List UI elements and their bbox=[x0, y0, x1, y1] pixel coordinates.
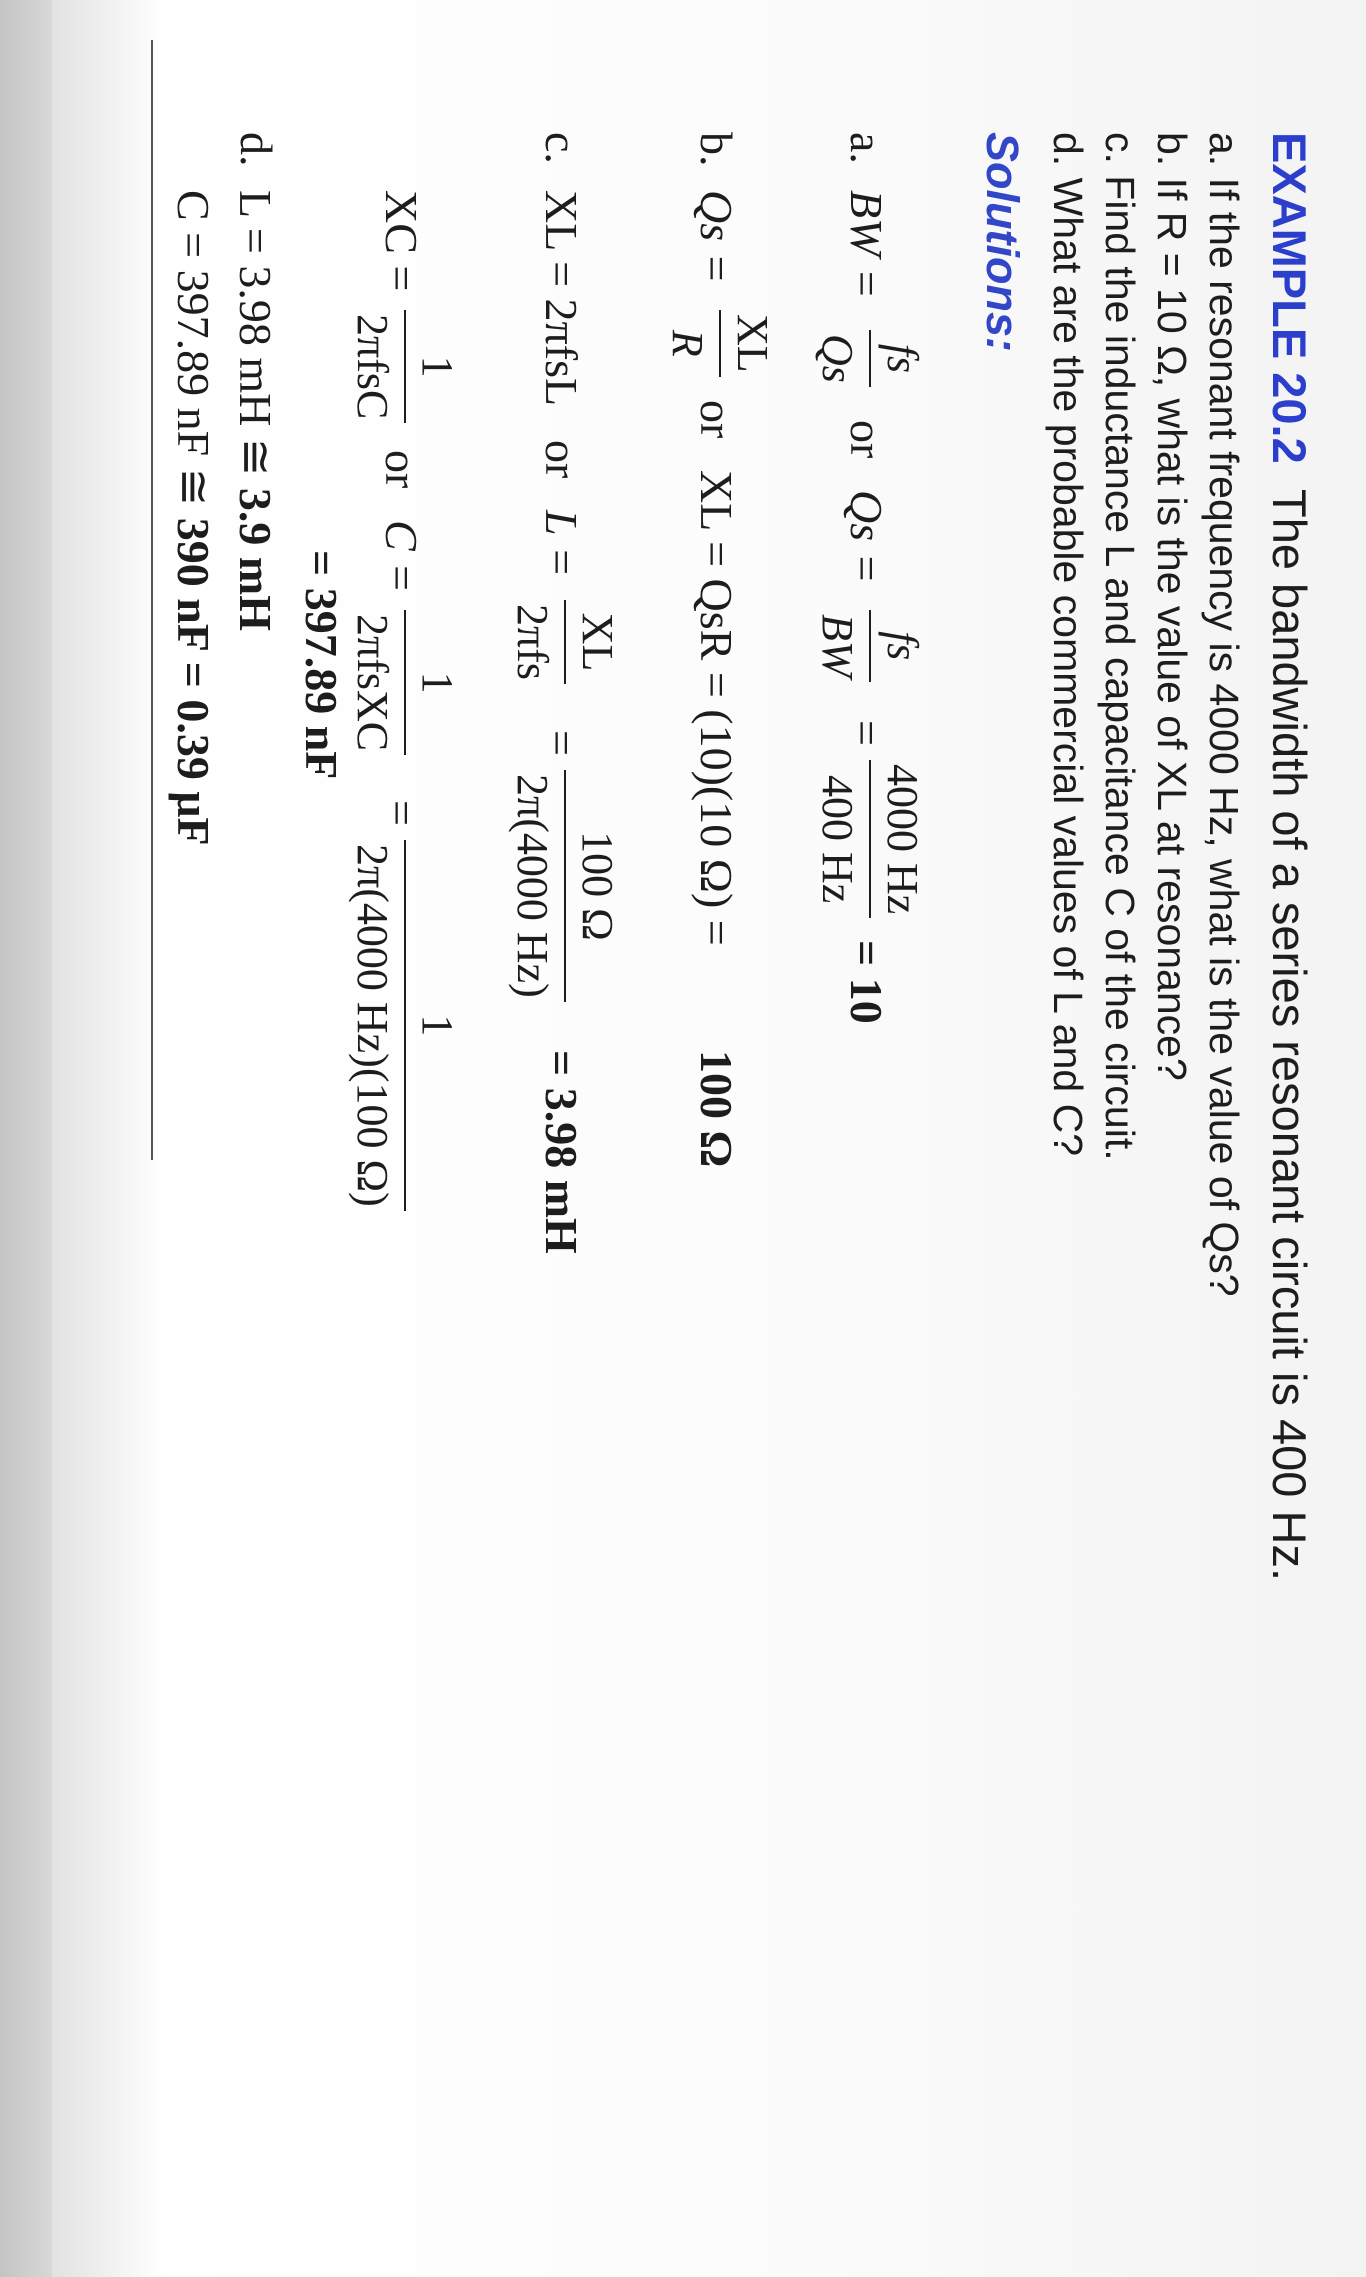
solutions-heading: Solutions: bbox=[977, 132, 1028, 352]
sol-b-fraction bbox=[662, 310, 778, 377]
sol-c2-fraction-3 bbox=[347, 840, 463, 1211]
sol-a-tag: a. bbox=[841, 132, 892, 164]
sol-d-tag: d. bbox=[231, 132, 282, 167]
question-c: c. Find the inductance L and capacitance C of the circuit. bbox=[1097, 132, 1143, 1161]
sol-c2-lhs2: C = bbox=[376, 520, 427, 594]
sol-a-lhs2: Qs = bbox=[841, 490, 892, 584]
sol-c-result: = 3.98 mH bbox=[536, 1050, 587, 1254]
sol-b-result: 100 Ω bbox=[691, 1050, 742, 1168]
sol-c-f1-den: 2πfs bbox=[507, 600, 566, 684]
sol-a-f3-num: 4000 Hz bbox=[878, 764, 927, 915]
sol-c-or: or bbox=[536, 440, 587, 479]
sol-d-line2-lhs: C = 397.89 nF ≅ bbox=[168, 190, 219, 507]
sol-a-f3-den: 400 Hz bbox=[812, 760, 871, 918]
sol-c2-f2-num: 1 bbox=[413, 671, 462, 694]
sol-a-f1-den: Qs bbox=[812, 330, 871, 387]
sol-d-line1 bbox=[229, 190, 283, 631]
sol-a-fraction-3 bbox=[812, 760, 928, 918]
sol-d-line2 bbox=[167, 190, 221, 846]
example-label: EXAMPLE 20.2 bbox=[1263, 132, 1316, 464]
sol-c2-fraction-2 bbox=[347, 610, 463, 755]
sol-b-tag: b. bbox=[691, 132, 742, 167]
sol-c-fraction-2 bbox=[507, 770, 623, 1002]
sol-a-lhs: BW = bbox=[841, 190, 892, 299]
sol-c-eq: = bbox=[536, 730, 587, 756]
sol-c2-f3-num: 1 bbox=[413, 1014, 462, 1037]
sol-c2-f3-den: 2π(4000 Hz)(100 Ω) bbox=[347, 840, 406, 1211]
sol-c2-result: = 397.89 nF bbox=[296, 550, 347, 780]
end-rule bbox=[151, 40, 153, 1160]
sol-c2-or: or bbox=[376, 450, 427, 489]
sol-c2-lhs: XC = bbox=[376, 190, 427, 292]
sol-a-fraction-1 bbox=[812, 330, 928, 387]
sol-a-result: = 10 bbox=[841, 940, 892, 1024]
sol-c-f2-num: 100 Ω bbox=[573, 831, 622, 941]
question-d: d. What are the probable commercial values of L and C? bbox=[1045, 132, 1091, 1157]
example-statement: The bandwidth of a series resonant circuit is 400 Hz. bbox=[1263, 489, 1316, 1582]
sol-d-line1-lhs: L = 3.98 mH ≅ bbox=[230, 190, 281, 477]
sol-c2-fraction-1 bbox=[347, 310, 463, 423]
sol-a-f2-num: fs bbox=[878, 631, 927, 661]
textbook-page bbox=[23, 40, 1333, 2260]
sol-c-tag: c. bbox=[536, 132, 587, 164]
sol-c-f2-den: 2π(4000 Hz) bbox=[507, 770, 566, 1002]
sol-c2-f2-den: 2πfsXC bbox=[347, 610, 406, 755]
sol-b-rest: XL = QsR = (10)(10 Ω) = bbox=[691, 470, 742, 946]
sol-d-line2-result: 390 nF = 0.39 μF bbox=[168, 517, 219, 846]
sol-c-lhs: XL = 2πfsL bbox=[536, 190, 587, 407]
sol-a-f2-den: BW bbox=[812, 610, 871, 682]
sol-c-lhs2: L = bbox=[536, 510, 587, 578]
question-a: a. If the resonant frequency is 4000 Hz, what is the value of Qs? bbox=[1201, 132, 1247, 1297]
sol-c-f1-num: XL bbox=[573, 612, 622, 672]
sol-a-fraction-2 bbox=[812, 610, 928, 682]
sol-c2-f1-den: 2πfsC bbox=[347, 310, 406, 423]
sol-c2-f1-num: 1 bbox=[413, 355, 462, 378]
example-heading bbox=[1262, 132, 1317, 1581]
sol-d-line1-result: 3.9 mH bbox=[230, 487, 281, 631]
sol-a-eq: = bbox=[841, 720, 892, 746]
sol-c-fraction-1 bbox=[507, 600, 623, 684]
sol-b-f1-den: R bbox=[662, 310, 721, 377]
question-b: b. If R = 10 Ω, what is the value of XL at resonance? bbox=[1149, 132, 1195, 1081]
sol-a-f1-num: fs bbox=[878, 343, 927, 374]
sol-c2-eq: = bbox=[376, 800, 427, 826]
sol-b-lhs: Qs = bbox=[691, 190, 742, 284]
sol-b-f1-num: XL bbox=[728, 314, 777, 373]
sol-a-or: or bbox=[841, 420, 892, 459]
sol-b-or: or bbox=[691, 400, 742, 439]
